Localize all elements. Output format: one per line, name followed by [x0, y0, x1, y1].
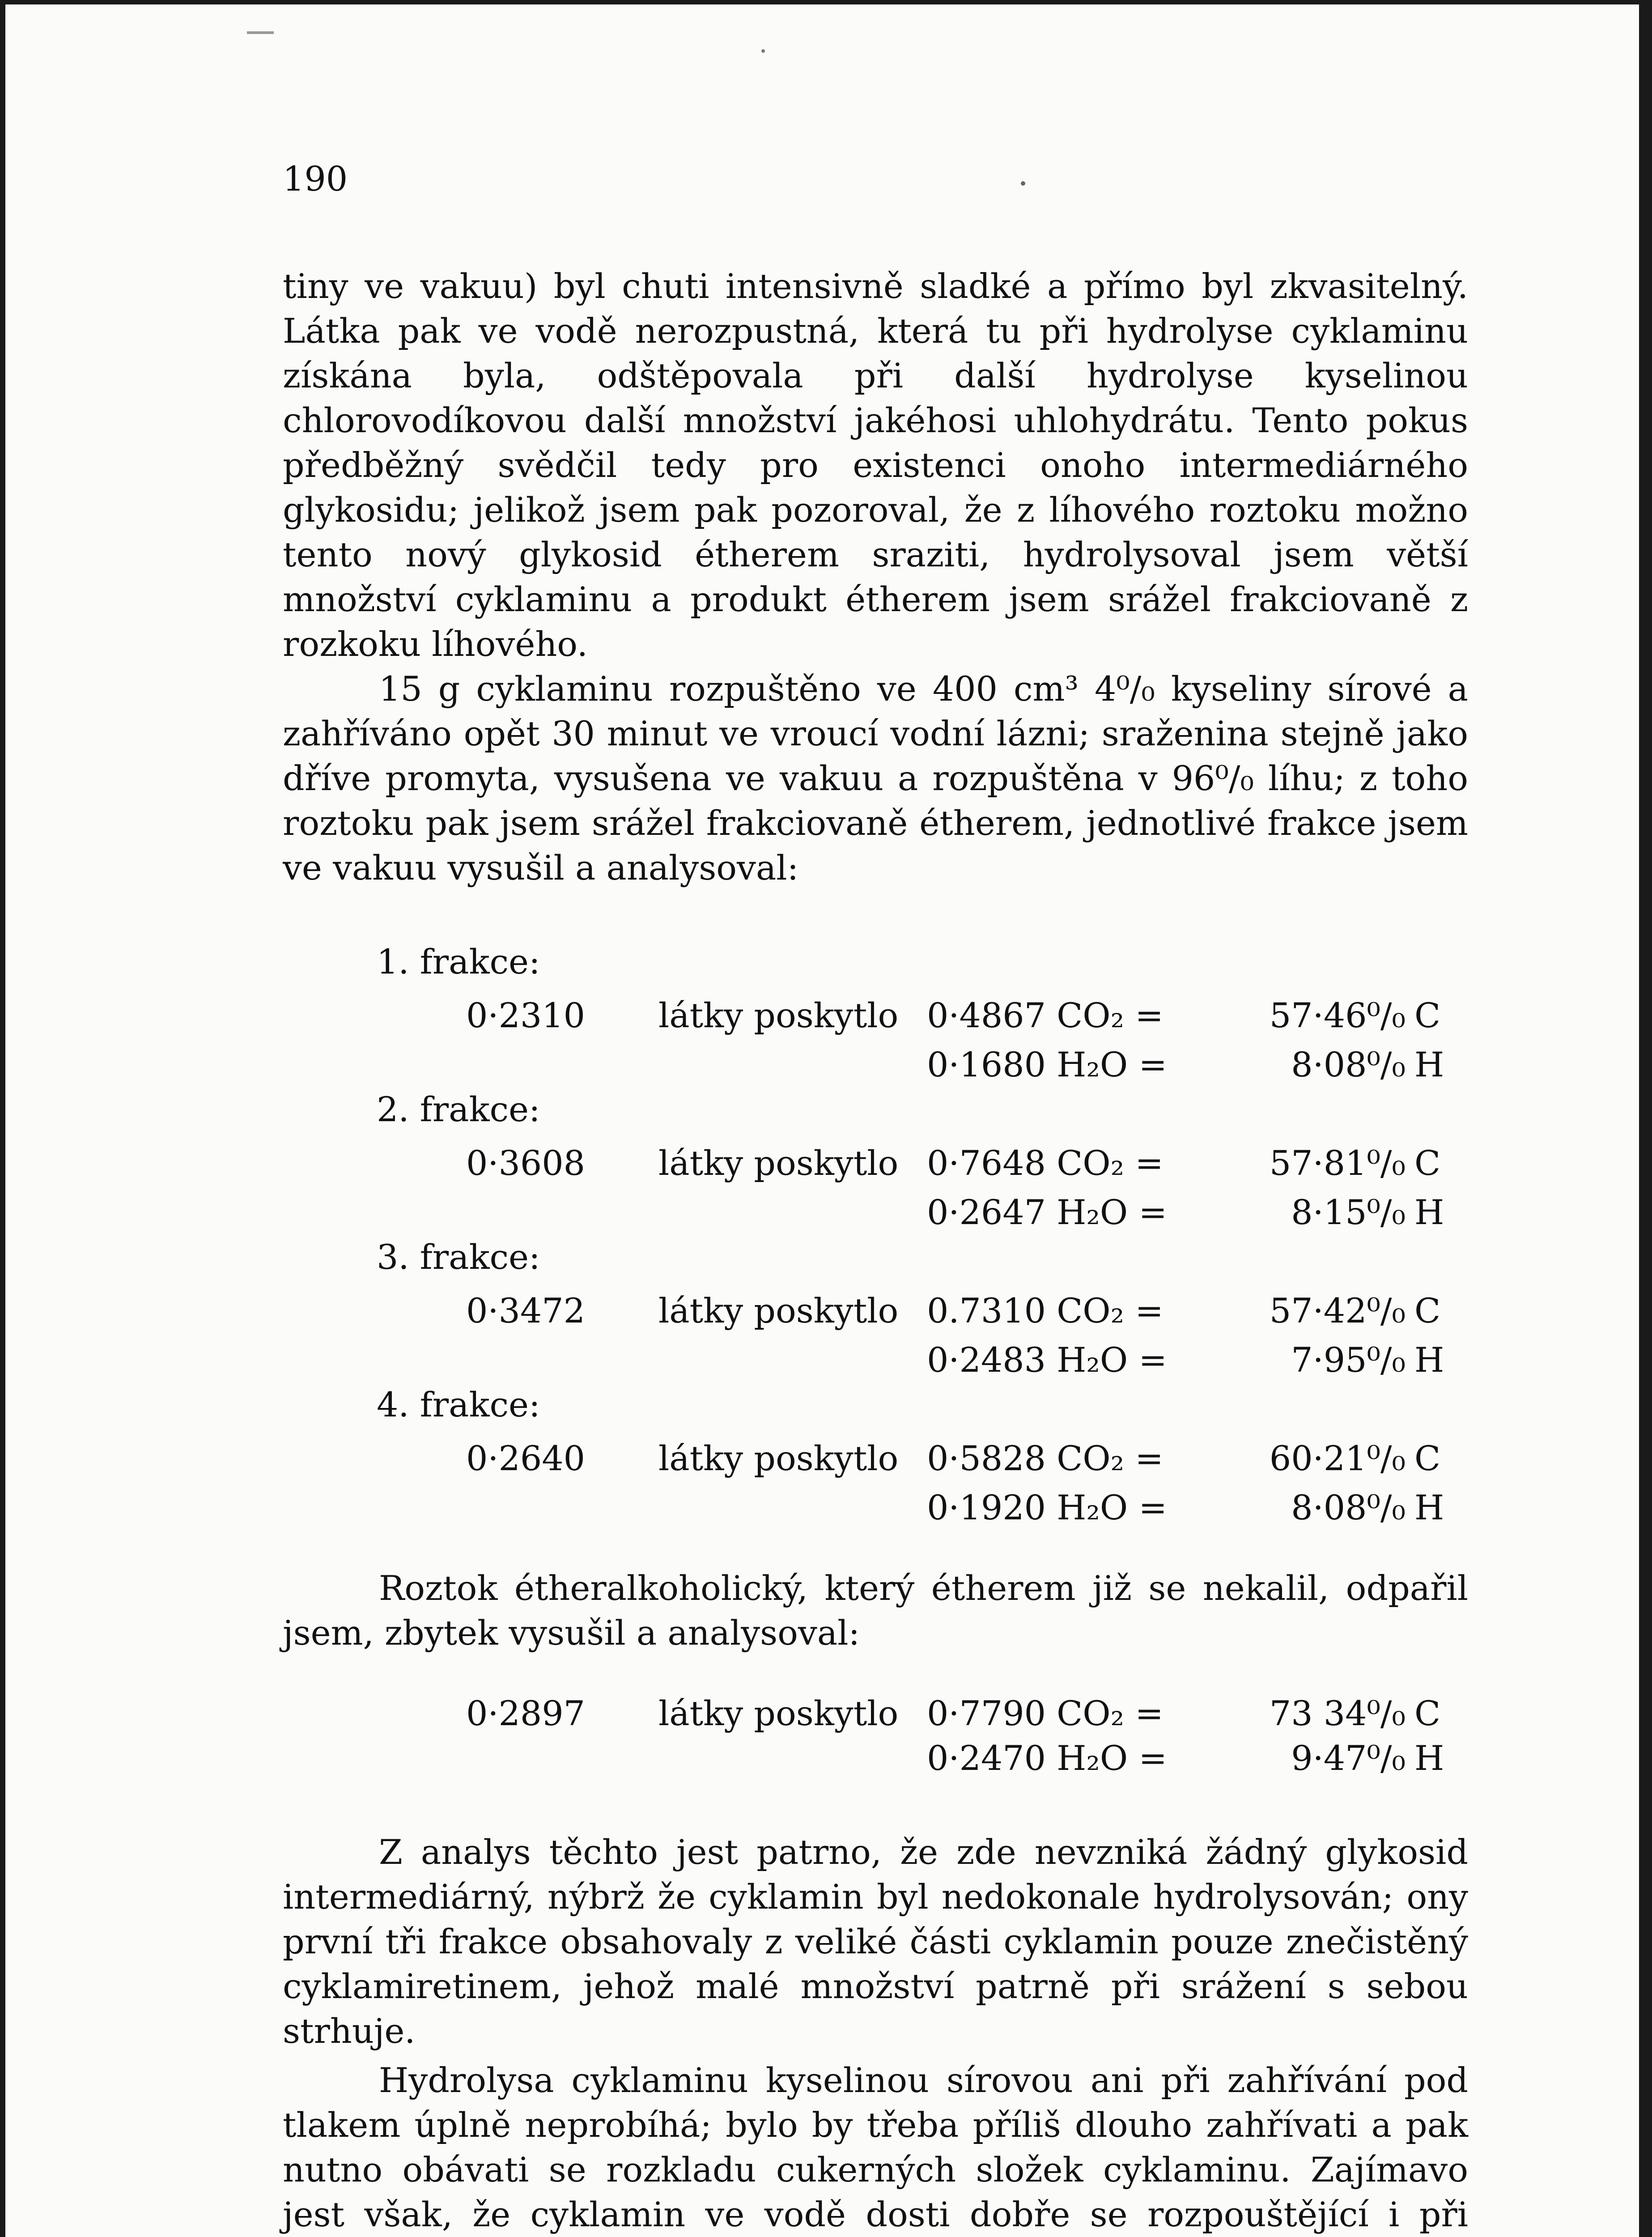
co2-mass: 0·5828 [927, 1438, 1046, 1478]
h2o-mass: 0·2647 [927, 1192, 1046, 1232]
fraction-co2-row [466, 1141, 1468, 1186]
fraction-block-2 [283, 1087, 1468, 1235]
scanned-page [5, 4, 1639, 2237]
scan-speck [247, 31, 274, 34]
hydrogen-percent: 9·47⁰/₀ [1291, 1738, 1406, 1778]
fraction-label: 4. frakce: [377, 1385, 540, 1425]
hydrogen-symbol: H [1414, 1340, 1444, 1380]
co2-formula: CO₂ = [1057, 1438, 1164, 1478]
hydrogen-symbol: H [1414, 1738, 1444, 1778]
fraction-co2-row [466, 993, 1468, 1038]
fraction-label: 3. frakce: [377, 1237, 540, 1277]
sample-weight: 0·3608 [466, 1143, 585, 1183]
co2-formula: CO₂ = [1057, 1291, 1164, 1331]
yield-text: látky poskytlo [658, 995, 899, 1035]
residue-h2o-row [466, 1736, 1468, 1781]
fraction-label: 1. frakce: [377, 942, 540, 982]
co2-mass: 0·7790 [927, 1693, 1046, 1733]
h2o-mass: 0·1920 [927, 1488, 1046, 1527]
hydrogen-percent: 8·08⁰/₀ [1291, 1045, 1406, 1084]
co2-formula: CO₂ = [1057, 995, 1164, 1035]
h2o-formula: H₂O = [1057, 1488, 1167, 1527]
carbon-percent: 57·81⁰/₀ [1269, 1143, 1406, 1183]
yield-text: látky poskytlo [658, 1438, 899, 1478]
fraction-block-3 [283, 1235, 1468, 1382]
sample-weight: 0·2310 [466, 995, 585, 1035]
fraction-block-4 [283, 1382, 1468, 1530]
fraction-h2o-row [466, 1338, 1468, 1382]
hydrogen-percent: 8·15⁰/₀ [1291, 1192, 1406, 1232]
paragraph-2: 15 g cyklaminu rozpuštěno ve 400 cm³ 4⁰/₀ kyseliny sírové a zahříváno opět 30 minut ve vroucí vodní lázni; sraženina stejně jako dříve promyta, vysušena ve vakuu a rozpuštěna v 96⁰/₀ líhu; z toho roztoku pak jsem srážel frakciovaně étherem, jednotlivé frakce jsem ve vakuu vysušil a analysoval: [283, 669, 1468, 888]
h2o-formula: H₂O = [1057, 1192, 1167, 1232]
co2-mass: 0·4867 [927, 995, 1046, 1035]
hydrogen-symbol: H [1414, 1192, 1444, 1232]
residue-co2-row [466, 1691, 1468, 1736]
hydrogen-symbol: H [1414, 1045, 1444, 1084]
fraction-label: 2. frakce: [377, 1089, 540, 1129]
page-content [283, 159, 1468, 2237]
yield-text: látky poskytlo [658, 1693, 899, 1733]
carbon-symbol: C [1414, 1438, 1441, 1478]
carbon-symbol: C [1414, 1143, 1441, 1183]
scan-speck [761, 49, 765, 53]
fraction-h2o-row [466, 1042, 1468, 1087]
h2o-mass: 0·2483 [927, 1340, 1046, 1380]
paragraph-4: Z analys těchto jest patrno, že zde nevzniká žádný glykosid intermediárný, nýbrž že cyklamin byl nedokonale hydrolysován; ony první tři frakce obsahovaly z veliké části cyklamin pouze znečistěný cyklamiretinem, jehož malé množství patrně při srážení s sebou strhuje. [283, 1832, 1468, 2051]
hydrogen-percent: 8·08⁰/₀ [1291, 1488, 1406, 1527]
sample-weight: 0·2640 [466, 1438, 585, 1478]
paragraph-1: tiny ve vakuu) byl chuti intensivně sladké a přímo byl zkvasitelný. Látka pak ve vodě nerozpustná, která tu při hydrolyse cyklaminu získána byla, odštěpovala při další hydrolyse kyselinou chlorovodíkovou další množství jakéhosi uhlohydrátu. Tento pokus předběžný svědčil tedy pro existenci onoho intermediárného glykosidu; jelikož jsem pak pozoroval, že z líhového roztoku možno tento nový glykosid étherem sraziti, hydrolysoval jsem větší množství cyklaminu a produkt étherem jsem srážel frakciovaně z rozkoku líhového. [283, 266, 1468, 664]
h2o-formula: H₂O = [1057, 1738, 1167, 1778]
yield-text: látky poskytlo [658, 1143, 899, 1183]
carbon-symbol: C [1414, 995, 1441, 1035]
carbon-percent: 57·42⁰/₀ [1269, 1291, 1406, 1331]
h2o-mass: 0·1680 [927, 1045, 1046, 1084]
fraction-block-1 [283, 940, 1468, 1087]
hydrogen-percent: 7·95⁰/₀ [1291, 1340, 1406, 1380]
carbon-percent: 73 34⁰/₀ [1269, 1693, 1406, 1733]
h2o-formula: H₂O = [1057, 1340, 1167, 1380]
h2o-formula: H₂O = [1057, 1045, 1167, 1084]
residue-analysis [283, 1691, 1468, 1781]
fraction-co2-row [466, 1436, 1468, 1481]
carbon-symbol: C [1414, 1693, 1441, 1733]
paragraph-5: Hydrolysa cyklaminu kyselinou sírovou ani při zahřívání pod tlakem úplně neprobíhá; bylo by třeba příliš dlouho zahřívati a pak nutno obávati se rozkladu cukerných složek cyklaminu. Zajímavo jest však, že cyklamin ve vodě dosti dobře se rozpouštějící i při [283, 2060, 1468, 2234]
h2o-mass: 0·2470 [927, 1738, 1046, 1778]
fraction-h2o-row [466, 1190, 1468, 1235]
co2-mass: 0·7648 [927, 1143, 1046, 1183]
page-number: 190 [283, 159, 348, 199]
paragraph-3: Roztok étheralkoholický, který étherem již se nekalil, odpařil jsem, zbytek vysušil a analysoval: [283, 1568, 1468, 1653]
carbon-symbol: C [1414, 1291, 1441, 1331]
yield-text: látky poskytlo [658, 1291, 899, 1331]
hydrogen-symbol: H [1414, 1488, 1444, 1527]
fraction-co2-row [466, 1289, 1468, 1333]
sample-weight: 0·3472 [466, 1291, 585, 1331]
sample-weight: 0·2897 [466, 1693, 585, 1733]
carbon-percent: 60·21⁰/₀ [1269, 1438, 1406, 1478]
co2-formula: CO₂ = [1057, 1693, 1164, 1733]
co2-mass: 0.7310 [927, 1291, 1046, 1331]
fraction-h2o-row [466, 1485, 1468, 1530]
carbon-percent: 57·46⁰/₀ [1269, 995, 1406, 1035]
co2-formula: CO₂ = [1057, 1143, 1164, 1183]
